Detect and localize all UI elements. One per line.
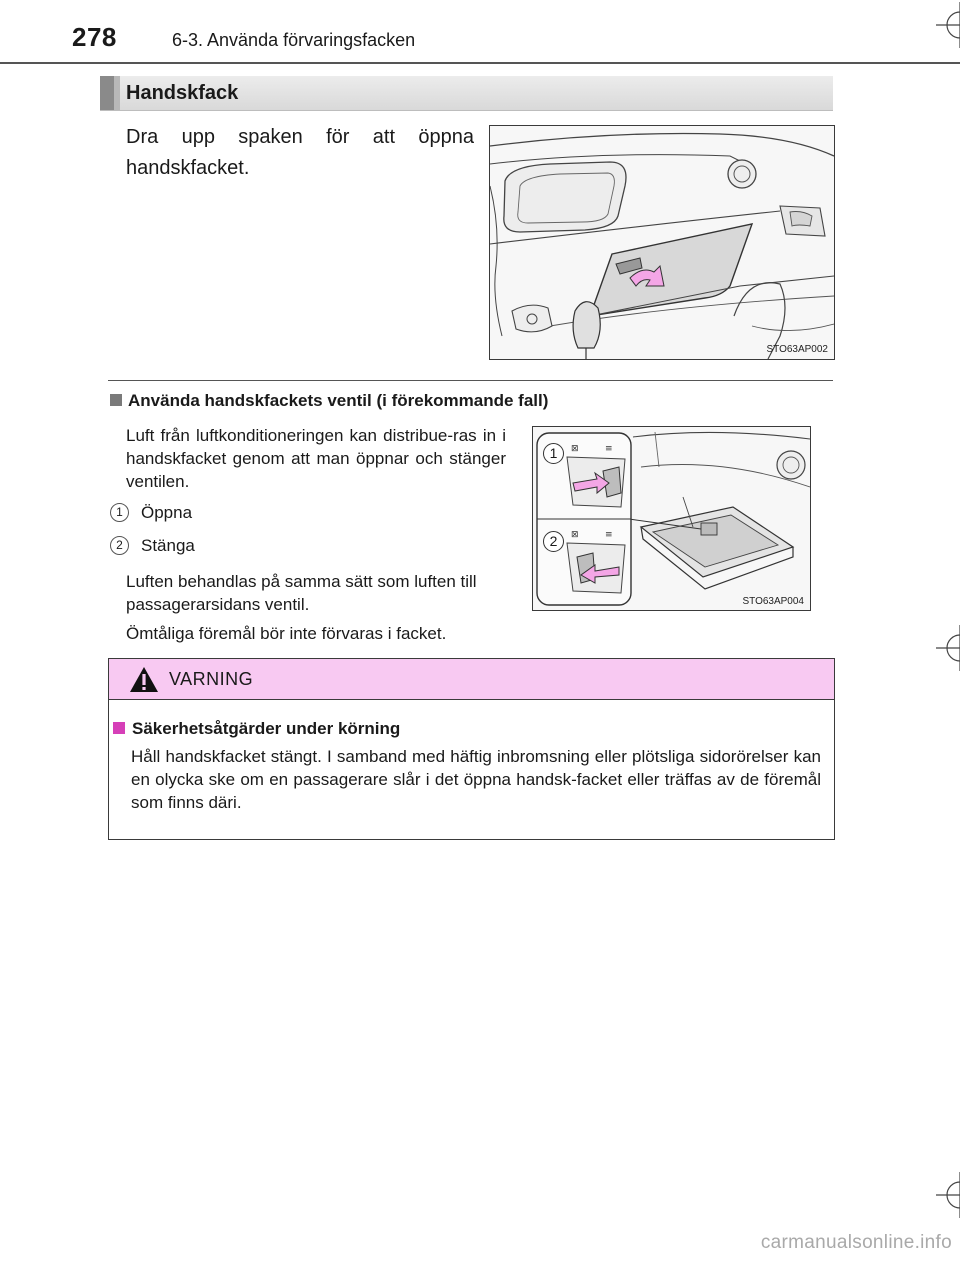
list-item-close xyxy=(110,536,195,556)
figure-code: STO63AP004 xyxy=(742,596,804,607)
paragraph: Ömtåliga föremål bör inte förvaras i facket. xyxy=(126,624,447,643)
square-bullet-icon xyxy=(113,722,125,734)
warning-box xyxy=(108,658,835,840)
chapter-title: 6-3. Använda förvaringsfacken xyxy=(172,30,416,50)
section-intro: Dra upp spaken för att öppna handskfacket. xyxy=(126,126,474,179)
subsection-divider xyxy=(108,380,833,381)
section-title: Handskfack xyxy=(126,82,239,104)
svg-text:≡: ≡ xyxy=(605,444,613,454)
svg-text:⊠: ⊠ xyxy=(571,444,579,454)
paragraph: Luft från luftkonditioneringen kan distribue-ras in i handskfacket genom att man öppnar och stänger ventilen. xyxy=(126,426,506,491)
vent-illustration xyxy=(532,426,811,611)
warning-triangle-icon xyxy=(129,666,159,698)
subsection-title: Använda handskfackets ventil (i förekommande fall) xyxy=(128,391,549,410)
warning-subtitle-row xyxy=(113,719,400,739)
list-number: 2 xyxy=(110,536,129,555)
section-heading-bar xyxy=(100,76,114,110)
registration-mark-icon xyxy=(936,625,960,671)
section-heading xyxy=(100,76,833,111)
square-bullet-icon xyxy=(110,394,122,406)
svg-text:≡: ≡ xyxy=(605,530,613,540)
header-divider xyxy=(0,62,960,64)
figure-code: STO63AP002 xyxy=(766,344,828,355)
list-item-label: Stänga xyxy=(141,536,195,555)
glovebox-drawing xyxy=(490,126,834,359)
subsection-heading xyxy=(110,391,548,411)
glovebox-illustration xyxy=(489,125,835,360)
warning-title: VARNING xyxy=(169,669,254,689)
registration-mark-icon xyxy=(936,1172,960,1218)
vent-drawing xyxy=(533,427,810,610)
list-item-label: Öppna xyxy=(141,503,193,522)
watermark: carmanualsonline.info xyxy=(760,1232,952,1253)
warning-header xyxy=(109,659,834,700)
paragraph: Luften behandlas på samma sätt som luften till passagerarsidans ventil. xyxy=(126,572,477,614)
page-number: 278 xyxy=(72,22,117,52)
list-number: 1 xyxy=(110,503,129,522)
warning-subtitle: Säkerhetsåtgärder under körning xyxy=(132,719,401,738)
svg-text:⊠: ⊠ xyxy=(571,530,579,540)
section-heading-bar-light xyxy=(114,76,120,110)
figure-callout-2: 2 xyxy=(543,531,564,552)
warning-text: Håll handskfacket stängt. I samband med häftig inbromsning eller plötsliga sidorörelser kan en olycka ske om en passagerare slår i det öppna handsk-facket eller träffas av de föremål som finns däri. xyxy=(131,747,821,812)
figure-callout-1: 1 xyxy=(543,443,564,464)
registration-mark-icon xyxy=(936,2,960,48)
list-item-open xyxy=(110,503,192,523)
